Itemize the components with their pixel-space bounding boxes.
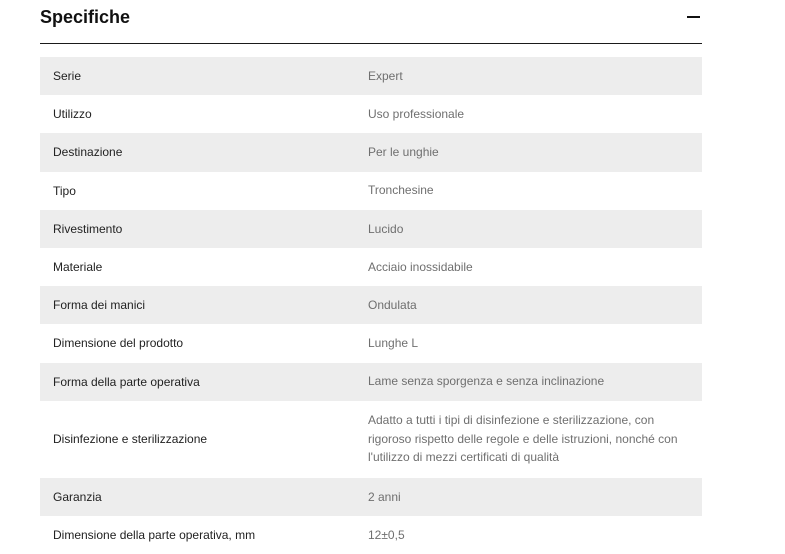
spec-row-forma-manici (40, 286, 702, 324)
spec-row-forma-parte-operativa (40, 363, 702, 401)
spec-label: Serie (53, 69, 82, 84)
specifications-section (40, 0, 702, 542)
spec-label: Forma della parte operativa (53, 374, 200, 389)
spec-row-disinfezione (40, 401, 702, 478)
spec-value: Expert (368, 68, 403, 83)
spec-row-dimensione-parte-operativa (40, 516, 702, 554)
spec-row-tipo (40, 172, 702, 210)
spec-label: Disinfezione e sterilizzazione (53, 432, 208, 447)
spec-row-garanzia (40, 478, 702, 516)
minus-icon (687, 16, 700, 18)
spec-row-dimensione-prodotto (40, 324, 702, 362)
spec-label: Dimensione del prodotto (53, 336, 184, 351)
section-title: Specifiche (40, 7, 131, 27)
spec-value: Uso professionale (368, 107, 465, 122)
spec-row-rivestimento (40, 210, 702, 248)
spec-value: 2 anni (368, 489, 401, 504)
spec-row-destinazione (40, 133, 702, 171)
spec-value: 12±0,5 (368, 527, 405, 542)
spec-value: Per le unghie (368, 145, 439, 160)
spec-row-serie (40, 57, 702, 95)
spec-value: Lucido (368, 221, 404, 236)
spec-label: Destinazione (53, 145, 123, 160)
spec-label: Tipo (53, 183, 76, 198)
specs-table (40, 57, 702, 554)
collapse-toggle-button[interactable] (684, 8, 702, 26)
spec-label: Utilizzo (53, 107, 92, 122)
spec-value: Acciaio inossidabile (368, 259, 473, 274)
spec-label: Materiale (53, 260, 103, 275)
spec-value: Tronchesine (368, 183, 434, 198)
spec-value: Ondulata (368, 297, 417, 312)
section-header (40, 0, 702, 44)
spec-value: Lame senza sporgenza e senza inclinazione (368, 374, 605, 389)
spec-row-utilizzo (40, 95, 702, 133)
spec-value: Adatto a tutti i tipi di disinfezione e sterilizzazione, con rigoroso rispetto delle regole e delle istruzioni, nonché con l'utilizzo di mezzi certificati di qualità (368, 413, 678, 465)
spec-label: Forma dei manici (53, 298, 146, 313)
spec-row-materiale (40, 248, 702, 286)
spec-label: Garanzia (53, 489, 102, 504)
spec-label: Dimensione della parte operativa, mm (53, 527, 256, 542)
spec-value: Lunghe L (368, 336, 419, 351)
spec-label: Rivestimento (53, 221, 123, 236)
